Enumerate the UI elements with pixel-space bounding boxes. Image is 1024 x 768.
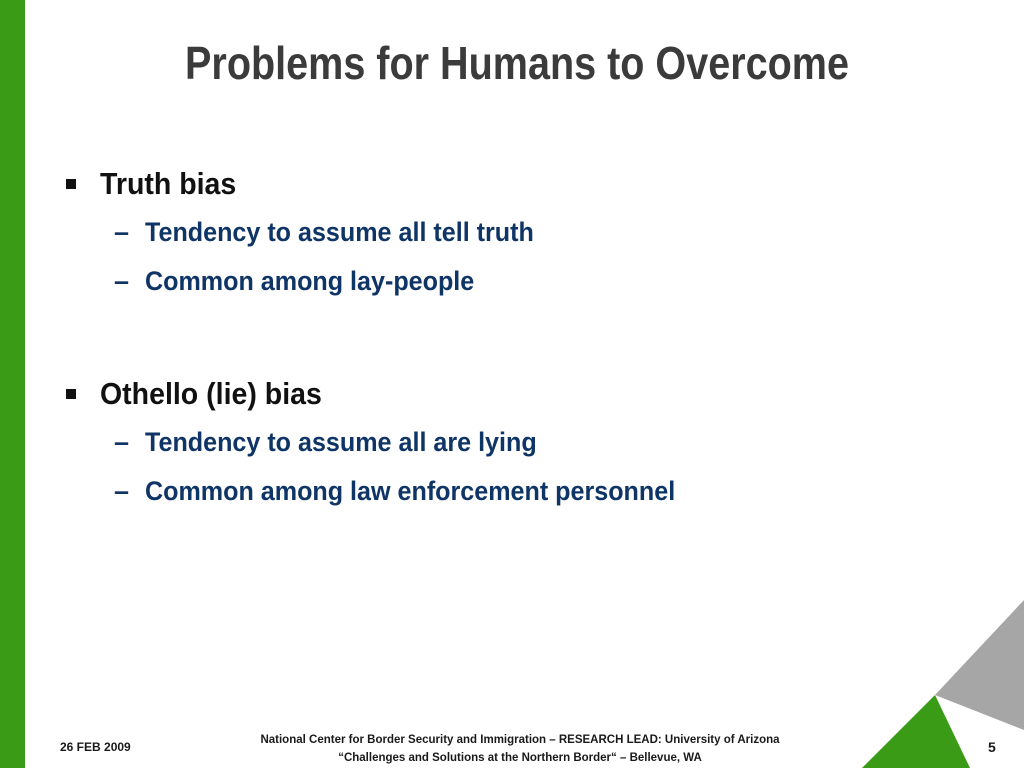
dash-marker: – bbox=[114, 266, 130, 296]
gray-triangle-shape bbox=[935, 600, 1024, 730]
square-bullet-icon bbox=[66, 389, 76, 399]
footer-line-1: National Center for Border Security and Immigration – RESEARCH LEAD: University of Arizona bbox=[260, 734, 780, 746]
slide-title: Problems for Humans to Overcome bbox=[185, 37, 849, 89]
sub-bullet-item bbox=[62, 208, 962, 257]
sub-bullet-text: Tendency to assume all tell truth bbox=[145, 217, 534, 247]
sub-bullet-item bbox=[62, 257, 962, 306]
bullet-item-truth-bias bbox=[62, 160, 962, 208]
page-number: 5 bbox=[988, 739, 996, 755]
footer-date: 26 FEB 2009 bbox=[60, 740, 131, 754]
square-bullet-icon bbox=[66, 179, 76, 189]
sub-bullet-item bbox=[62, 467, 962, 516]
sub-bullet-text: Tendency to assume all are lying bbox=[145, 427, 537, 457]
bullet-label: Othello (lie) bias bbox=[100, 376, 322, 411]
footer-line-2: “Challenges and Solutions at the Northern Border“ – Bellevue, WA bbox=[338, 752, 702, 764]
bullet-list bbox=[62, 160, 962, 516]
dash-marker: – bbox=[114, 476, 130, 506]
green-triangle-shape bbox=[862, 695, 970, 768]
dash-marker: – bbox=[114, 427, 130, 457]
bullet-item-othello-bias bbox=[62, 370, 962, 418]
footer-organization bbox=[220, 731, 820, 767]
dash-marker: – bbox=[114, 217, 130, 247]
sub-bullet-text: Common among lay-people bbox=[145, 266, 475, 296]
spacer bbox=[62, 306, 962, 370]
bullet-label: Truth bias bbox=[100, 166, 237, 201]
sub-bullet-item bbox=[62, 418, 962, 467]
sub-bullet-text: Common among law enforcement personnel bbox=[145, 476, 676, 506]
